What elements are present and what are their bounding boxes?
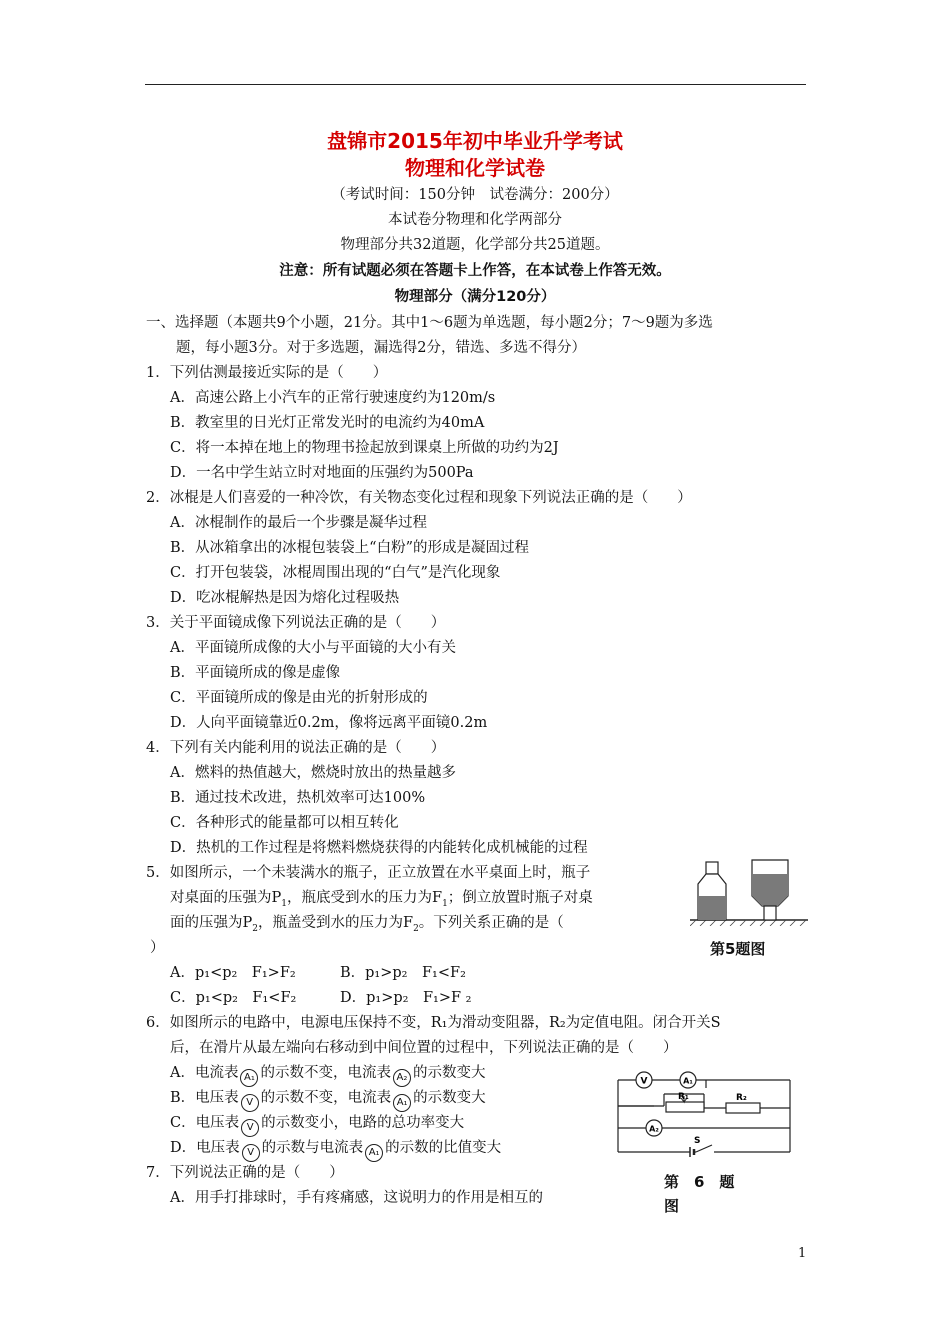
q3-option-c: C．平面镜所成的像是由光的折射形成的	[170, 690, 428, 706]
q5-option-b: B．p₁>p₂ F₁<F₂	[340, 965, 466, 981]
inverted-bottle-cap	[764, 906, 776, 920]
section1-instructions: 一、选择题（本题共9个小题，21分。其中1～6题为单选题，每小题2分；7～9题为多选	[146, 315, 713, 331]
q1-option-a: A．高速公路上小汽车的正常行驶速度约为120m/s	[170, 390, 496, 406]
q3-option-a: A．平面镜所成像的大小与平面镜的大小有关	[170, 640, 456, 656]
q5-line4: ）	[150, 940, 165, 956]
ammeter-a1-symbol: A₁	[240, 1069, 258, 1087]
question-counts: 物理部分共32道题，化学部分共25道题。	[340, 237, 610, 253]
figure-6-caption: 第 6 题	[664, 1173, 735, 1191]
figure-6-circuit	[614, 1068, 794, 1158]
q5-line3: 面的压强为$P_2$，瓶盖受到水的压力为$F_2$。下列关系正确的是（	[170, 915, 564, 934]
q4-option-c: C．各种形式的能量都可以相互转化	[170, 815, 399, 831]
voltmeter-symbol: V	[241, 1094, 259, 1112]
label-r1: R₁	[678, 1092, 689, 1102]
header-rule	[145, 84, 806, 85]
label-a2: A₂	[649, 1124, 659, 1134]
figure-5-bottles	[690, 856, 810, 926]
q5-line1: 5．如图所示，一个未装满水的瓶子，正立放置在水平桌面上时，瓶子	[146, 865, 591, 881]
resistor-r2	[726, 1103, 760, 1113]
section1-instructions-cont: 题，每小题3分。对于多选题，漏选得2分，错选、多选不得分）	[176, 340, 586, 356]
upright-bottle-water	[698, 896, 726, 920]
notice: 注意：所有试题必须在答题卡上作答，在本试卷上作答无效。	[279, 263, 671, 279]
exam-title: 盘锦市2015年初中毕业升学考试	[327, 129, 623, 153]
ammeter-a1-symbol: A₁	[393, 1094, 411, 1112]
inverted-bottle-water	[752, 874, 788, 906]
page-number: 1	[798, 1246, 807, 1261]
figure-5-caption: 第5题图	[710, 940, 766, 958]
q1-option-d: D．一名中学生站立时对地面的压强约为500Pa	[170, 465, 474, 481]
q5-option-d: D．p₁>p₂ F₁>F ₂	[340, 990, 472, 1006]
q4-option-b: B．通过技术改进，热机效率可达100%	[170, 790, 426, 806]
q2-option-a: A．冰棍制作的最后一个步骤是凝华过程	[170, 515, 427, 531]
q1-option-c: C．将一本掉在地上的物理书捡起放到课桌上所做的功约为2J	[170, 440, 559, 456]
q7-stem: 7．下列说法正确的是（ ）	[146, 1165, 344, 1181]
q6-option-c: C．电压表 V 的示数变小，电路的总功率变大	[170, 1111, 464, 1137]
q5-option-c: C．p₁<p₂ F₁<F₂	[170, 990, 297, 1006]
q2-stem: 2．冰棍是人们喜爱的一种冷饮，有关物态变化过程和现象下列说法正确的是（ ）	[146, 490, 692, 506]
q2-option-c: C．打开包装袋，冰棍周围出现的“白气”是汽化现象	[170, 565, 501, 581]
q1-option-b: B．教室里的日光灯正常发光时的电流约为40mA	[170, 415, 485, 431]
ammeter-a1-symbol: A₁	[365, 1144, 383, 1162]
upright-bottle-cap	[706, 862, 718, 874]
q4-option-a: A．燃料的热值越大，燃烧时放出的热量越多	[170, 765, 456, 781]
q4-option-d: D．热机的工作过程是将燃料燃烧获得的内能转化成机械能的过程	[170, 840, 588, 856]
label-v: V	[640, 1076, 648, 1087]
q6-line2: 后，在滑片从最左端向右移动到中间位置的过程中，下列说法正确的是（ ）	[170, 1040, 678, 1056]
composition-note: 本试卷分物理和化学两部分	[388, 212, 562, 228]
q3-option-b: B．平面镜所成的像是虚像	[170, 665, 341, 681]
q6-line1: 6．如图所示的电路中，电源电压保持不变，R₁为滑动变阻器，R₂为定值电阻。闭合开关S	[146, 1015, 721, 1031]
q6-option-a: A．电流表 A₁ 的示数不变，电流表 A₂ 的示数变大	[170, 1061, 485, 1087]
section-title: 物理部分（满分120分）	[394, 289, 556, 305]
ammeter-a2-symbol: A₂	[393, 1069, 411, 1087]
q3-stem: 3．关于平面镜成像下列说法正确的是（ ）	[146, 615, 446, 631]
label-a1: A₁	[683, 1076, 693, 1086]
q2-option-b: B．从冰箱拿出的冰棍包装袋上“白粉”的形成是凝固过程	[170, 540, 529, 556]
q3-option-d: D．人向平面镜靠近0.2m，像将远离平面镜0.2m	[170, 715, 488, 731]
label-r2: R₂	[736, 1093, 747, 1103]
q1-stem: 1．下列估测最接近实际的是（ ）	[146, 365, 388, 381]
figure-6-caption-cont: 图	[664, 1197, 680, 1215]
q7-option-a: A．用手打排球时，手有疼痛感，这说明力的作用是相互的	[170, 1190, 543, 1206]
voltmeter-symbol: V	[242, 1144, 260, 1162]
q6-option-b: B．电压表 V 的示数不变，电流表 A₁ 的示数变大	[170, 1086, 486, 1112]
q6-option-d: D．电压表 V 的示数与电流表 A₁ 的示数的比值变大	[170, 1136, 501, 1162]
exam-info: （考试时间：150分钟 试卷满分：200分）	[331, 187, 619, 203]
q4-stem: 4．下列有关内能利用的说法正确的是（ ）	[146, 740, 446, 756]
q2-option-d: D．吃冰棍解热是因为熔化过程吸热	[170, 590, 400, 606]
q5-line2: 对桌面的压强为$P_1$，瓶底受到水的压力为$F_1$；倒立放置时瓶子对桌	[170, 890, 593, 909]
resistor-r1	[666, 1102, 704, 1112]
exam-subtitle: 物理和化学试卷	[405, 156, 545, 180]
voltmeter-symbol: V	[241, 1119, 259, 1137]
label-s: S	[694, 1136, 701, 1146]
q5-option-a: A．p₁<p₂ F₁>F₂	[170, 965, 296, 981]
